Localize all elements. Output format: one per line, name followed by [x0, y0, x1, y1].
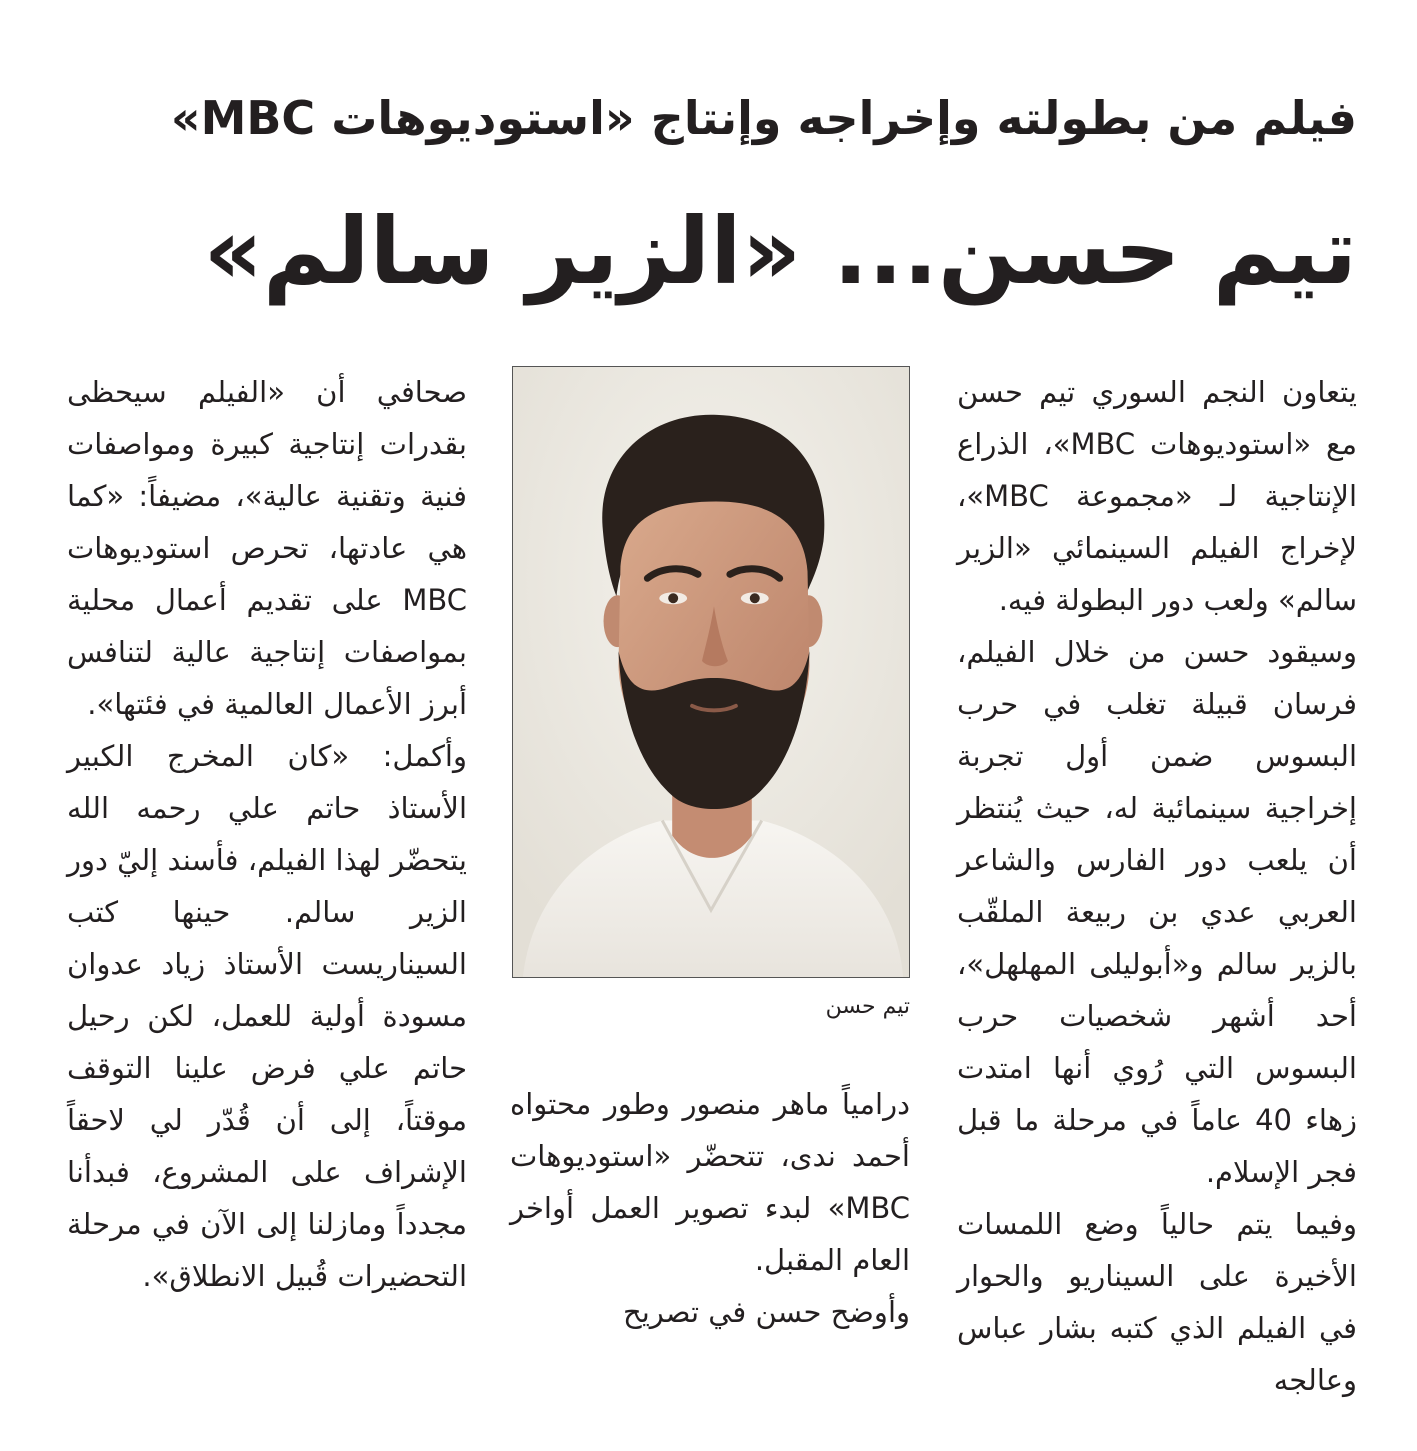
photo-caption: تيم حسن — [825, 994, 910, 1019]
article-paragraph: وأكمل: «كان المخرج الكبير الأستاذ حاتم علي رحمه الله يتحضّر لهذا الفيلم، فأسند إليّ دور الزير سالم. حينها كتب السيناريست الأستاذ زياد عدوان مسودة أولية للعمل، لكن رحيل حاتم علي فرض علينا التوقف موقتاً، إلى أن قُدّر لي لاحقاً الإشراف على المشروع، فبدأنا مجدداً ومازلنا إلى الآن في مرحلة التحضيرات قُبيل الانطلاق». — [67, 739, 467, 1293]
article-paragraph: وفيما يتم حالياً وضع اللمسات الأخيرة على السيناريو والحوار في الفيلم الذي كتبه بشار عباس وعالجه — [957, 1207, 1357, 1397]
article-kicker: فيلم من بطولته وإخراجه وإنتاج «استوديوهات MBC» — [170, 91, 1357, 145]
article-paragraph: وأوضح حسن في تصريح — [623, 1295, 910, 1329]
article-column-middle — [510, 1078, 910, 1338]
article-paragraph: وسيقود حسن من خلال الفيلم، فرسان قبيلة تغلب في حرب البسوس ضمن أول تجربة إخراجية سينمائية له، حيث يُنتظر أن يلعب دور الفارس والشاعر العربي عدي بن ربيعة الملقّب بالزير سالم و«أبوليلى المهلهل»، أحد أشهر شخصيات حرب البسوس التي رُوي أنها امتدت زهاء 40 عاماً في مرحلة ما قبل فجر الإسلام. — [957, 635, 1357, 1189]
article-photo — [512, 366, 910, 978]
article-paragraph: درامياً ماهر منصور وطور محتواه أحمد ندى، تتحضّر «استوديوهات MBC» لبدء تصوير العمل أواخر العام المقبل. — [510, 1087, 910, 1277]
article-paragraph: صحافي أن «الفيلم سيحظى بقدرات إنتاجية كبيرة ومواصفات فنية وتقنية عالية»، مضيفاً: «كما هي عادتها، تحرص استوديوهات MBC على تقديم أعمال محلية بمواصفات إنتاجية عالية لتنافس أبرز الأعمال العالمية في فئتها». — [67, 375, 467, 721]
portrait-image — [513, 367, 909, 977]
article-headline: تيم حسن... «الزير سالم» — [203, 198, 1357, 305]
article-column-right — [957, 366, 1357, 1406]
article-column-left — [67, 366, 467, 1302]
article-paragraph: يتعاون النجم السوري تيم حسن مع «استوديوهات MBC»، الذراع الإنتاجية لـ «مجموعة MBC»، لإخراج الفيلم السينمائي «الزير سالم» ولعب دور البطولة فيه. — [957, 375, 1357, 617]
